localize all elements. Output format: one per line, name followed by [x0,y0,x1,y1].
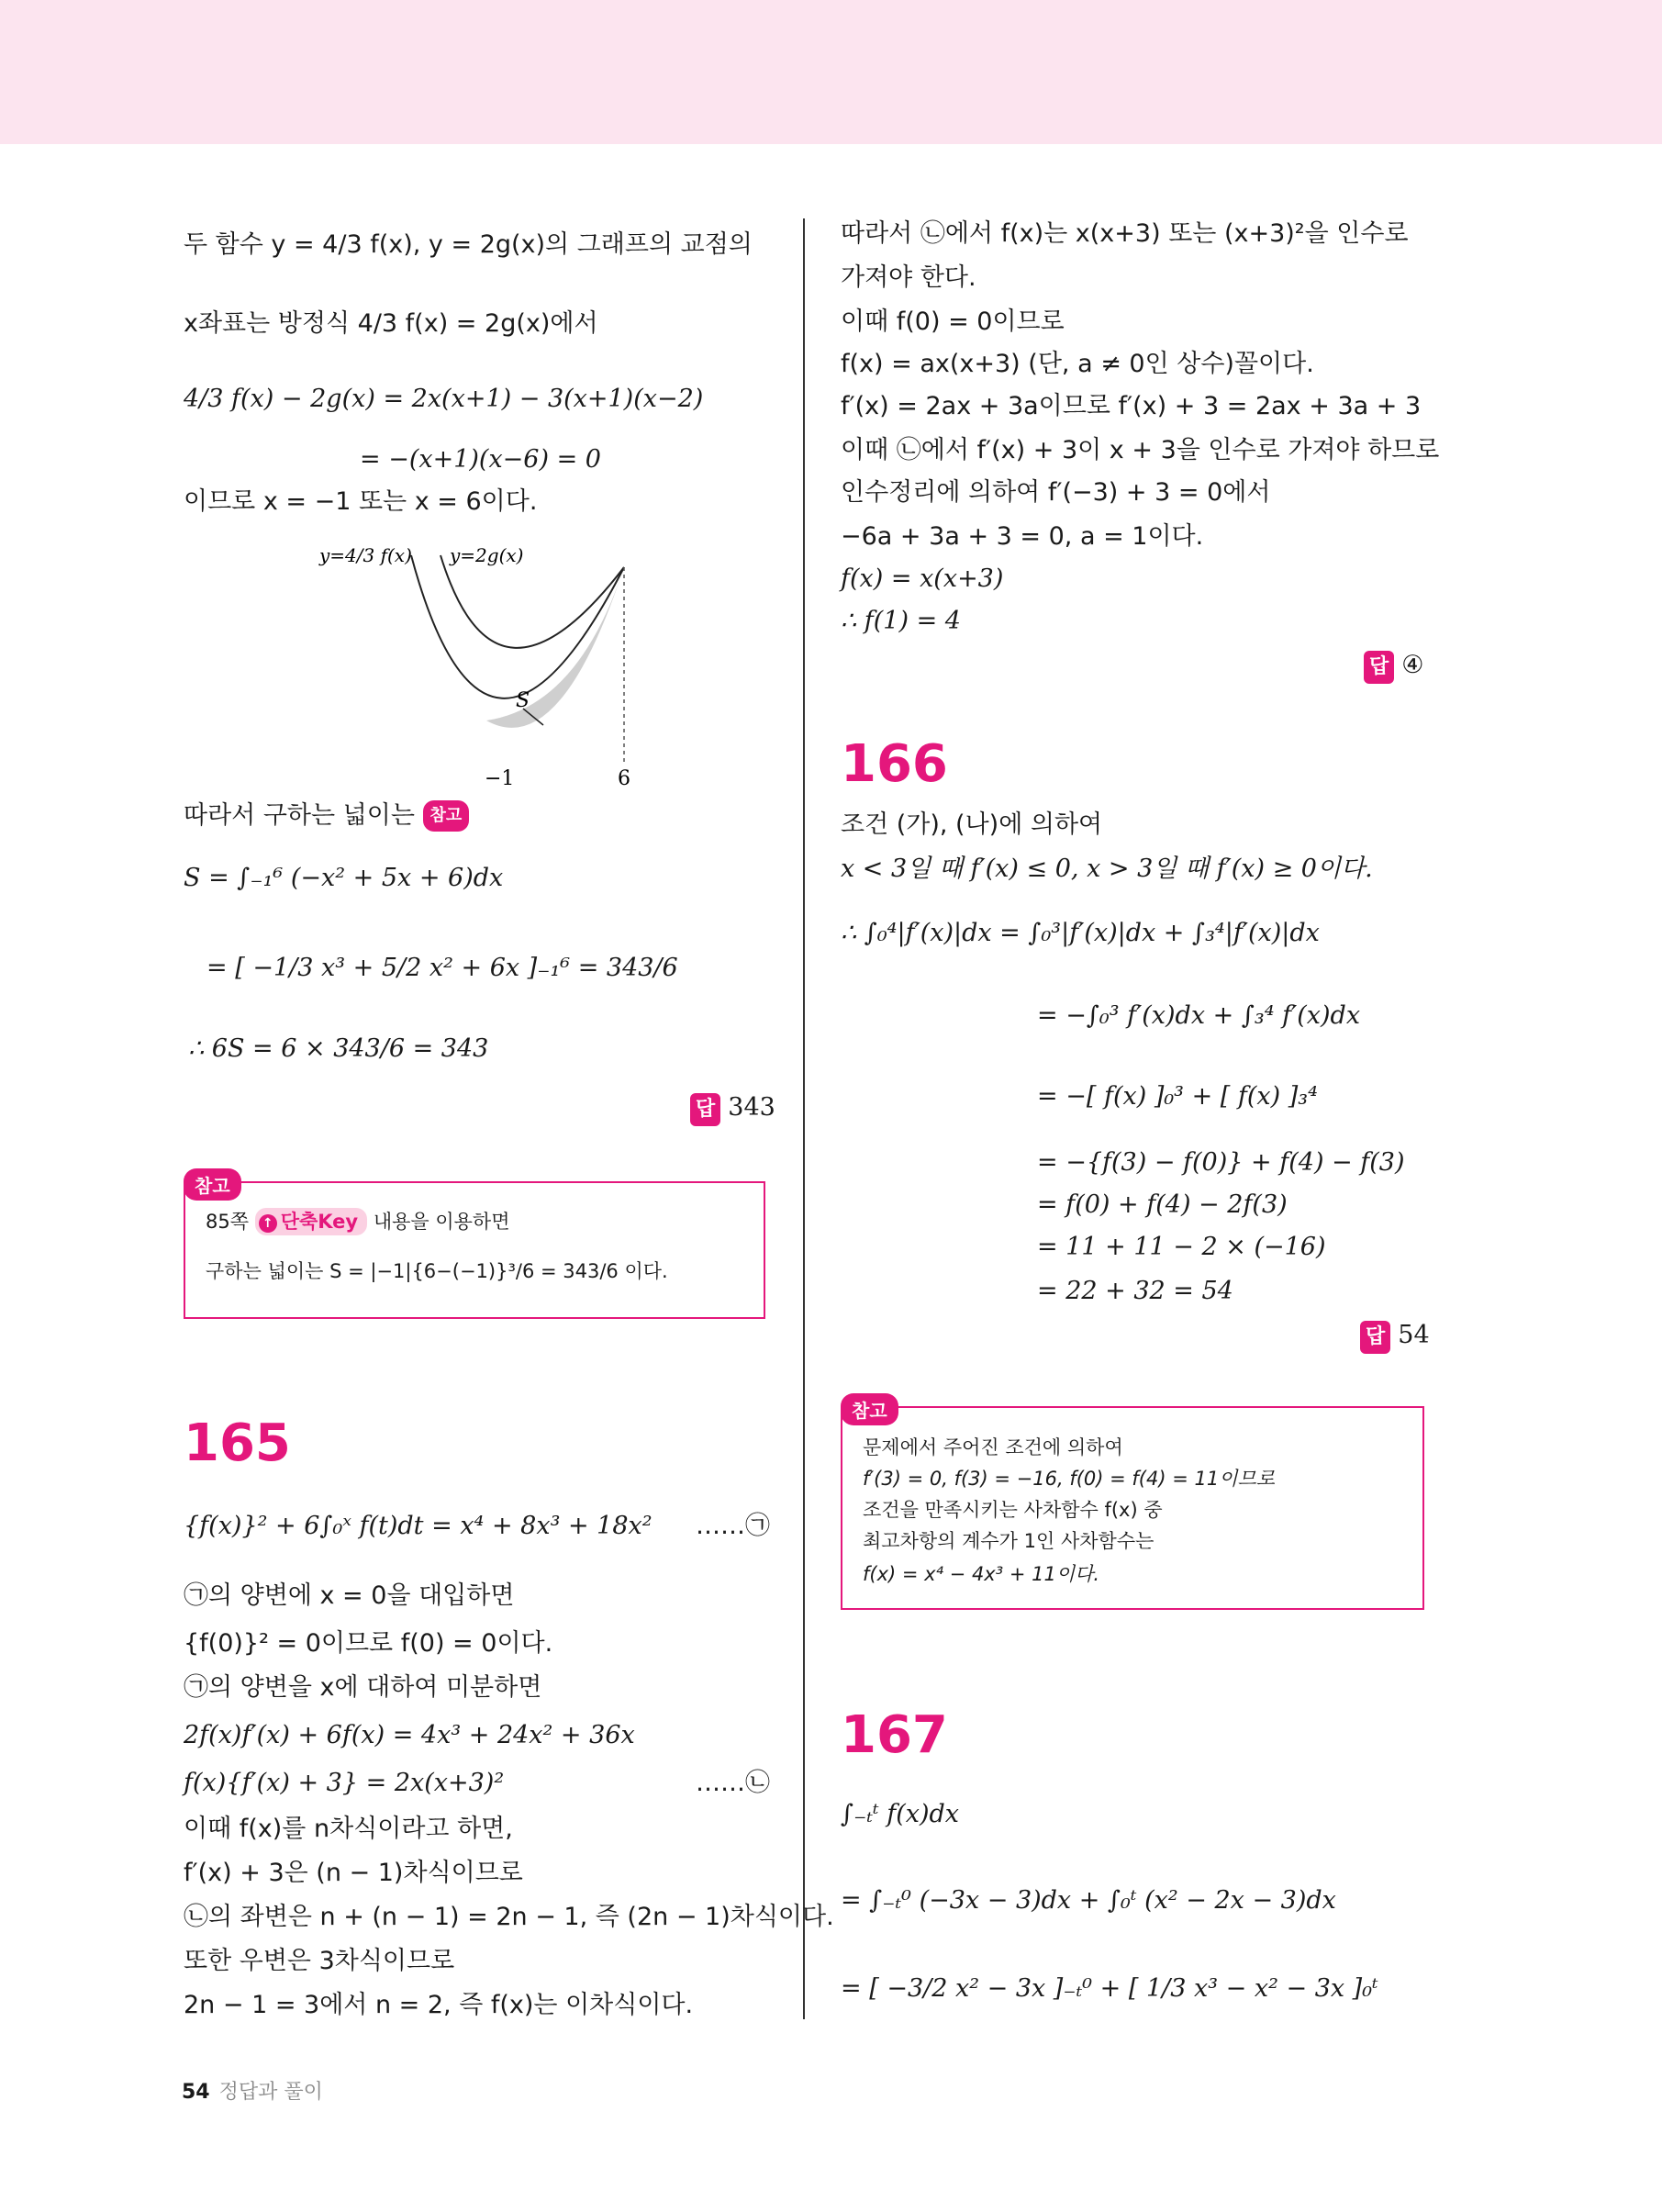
problem-number: 165 [184,1413,291,1473]
page-footer [182,2076,323,2105]
solution-line: = −{f(3) − f(0)} + f(4) − f(3) [1037,1148,1405,1177]
curve-f [411,555,624,698]
solution-line: {f(x)}² + 6∫₀ˣ f(t)dt = x⁴ + 8x³ + 18x² [184,1512,653,1540]
solution-line: 인수정리에 의하여 f′(−3) + 3 = 0에서 [841,478,1271,507]
reference-line: f′(3) = 0, f(3) = −16, f(0) = f(4) = 11이므로 [863,1468,1276,1490]
tick-6: 6 [618,767,630,790]
solution-line: = −∫₀³ f′(x)dx + ∫₃⁴ f′(x)dx [1037,1001,1361,1030]
solution-line: ∫₋ₜᵗ f(x)dx [841,1800,960,1828]
solution-line: f′(x) = 2ax + 3a이므로 f′(x) + 3 = 2ax + 3a + 3 [841,392,1422,420]
area-line: = [ −1/3 x³ + 5/2 x² + 6x ]₋₁⁶ = 343/6 [206,954,678,982]
solution-line: = 11 + 11 − 2 × (−16) [1037,1233,1326,1261]
solution-line: −6a + 3a + 3 = 0, a = 1이다. [841,522,1204,551]
reference-line: 최고차항의 계수가 1인 사차함수는 [863,1530,1154,1552]
solution-line: 이때 f(0) = 0이므로 [841,307,1065,336]
graph-label-s: S [516,689,530,712]
solution-line: f(x) = ax(x+3) (단, a ≠ 0인 상수)꼴이다. [841,350,1314,378]
solution-line: ㉡의 좌변은 n + (n − 1) = 2n − 1, 즉 (2n − 1)차식이다. [184,1903,834,1931]
solution-line: = 22 + 32 = 54 [1037,1277,1233,1305]
solution-line: ㉠의 양변에 x = 0을 대입하면 [184,1581,515,1610]
solution-line: 2f(x)f′(x) + 6f(x) = 4x³ + 24x² + 36x [184,1721,635,1749]
intro-line: = −(x+1)(x−6) = 0 [360,445,601,474]
solution-line: 이때 f(x)를 n차식이라고 하면, [184,1815,513,1843]
solution-line: x < 3일 때 f′(x) ≤ 0, x > 3일 때 f′(x) ≥ 0이다. [841,855,1373,883]
solution-line: f′(x) + 3은 (n − 1)차식이므로 [184,1859,523,1887]
answer-badge: 답 [690,1093,720,1126]
solution-line: 따라서 ㉡에서 f(x)는 x(x+3) 또는 (x+3)²을 인수로 [841,219,1409,248]
answer-166 [1360,1320,1430,1354]
reference-line: 조건을 만족시키는 사차함수 f(x) 중 [863,1499,1163,1521]
reference-box [184,1181,765,1319]
solution-line: = ∫₋ₜ⁰ (−3x − 3)dx + ∫₀ᵗ (x² − 2x − 3)dx [841,1886,1336,1915]
solution-line: = −[ f(x) ]₀³ + [ f(x) ]₃⁴ [1037,1082,1318,1111]
answer-value: 54 [1398,1321,1430,1349]
intro-line: 두 함수 y = 4/3 f(x), y = 2g(x)의 그래프의 교점의 [184,230,753,259]
note-chip: 참고 [423,800,470,832]
graph-label-g: y=2g(x) [450,544,524,566]
reference-tag: 참고 [841,1393,898,1425]
page-number: 54 [182,2081,210,2104]
answer-badge: 답 [1364,651,1394,684]
solution-line: = [ −3/2 x² − 3x ]₋ₜ⁰ + [ 1/3 x³ − x² − 3x ]₀ᵗ [841,1974,1378,2003]
solution-line: 가져야 한다. [841,263,976,292]
answer-badge: 답 [1360,1321,1390,1354]
solution-line: = f(0) + f(4) − 2f(3) [1037,1190,1288,1219]
area-line: ∴ 6S = 6 × 343/6 = 343 [188,1034,489,1063]
solution-line: 또한 우변은 3차식이므로 [184,1947,455,1975]
solution-line: 2n − 1 = 3에서 n = 2, 즉 f(x)는 이차식이다. [184,1991,694,2019]
answer-value: ④ [1401,651,1424,679]
answer-164 [690,1092,775,1126]
key-label: 단축Key [280,1211,359,1233]
solution-line: 이때 ㉡에서 f′(x) + 3이 x + 3을 인수로 가져야 하므로 [841,436,1440,464]
header-band [0,0,1662,144]
answer-value: 343 [728,1093,775,1122]
reference-line: 구하는 넓이는 S = |−1|{6−(−1)}³/6 = 343/6 이다. [206,1260,668,1282]
intro-line: 4/3 f(x) − 2g(x) = 2x(x+1) − 3(x+1)(x−2) [184,385,704,413]
solution-line: 조건 (가), (나)에 의하여 [841,810,1103,839]
footer-title: 정답과 풀이 [218,2081,323,2104]
problem-number: 167 [841,1705,948,1765]
reference-page: 85쪽 [206,1211,250,1233]
tick-neg1: −1 [485,767,515,790]
solution-line: f(x){f′(x) + 3} = 2x(x+3)² [184,1769,505,1797]
reference-line: 문제에서 주어진 조건에 의하여 [863,1436,1123,1458]
solution-line: {f(0)}² = 0이므로 f(0) = 0이다. [184,1629,553,1658]
graph-label-f: y=4/3 f(x) [319,544,412,566]
intro-line: 이므로 x = −1 또는 x = 6이다. [184,487,538,516]
answer-165 [1364,650,1423,684]
solution-line: ∴ f(1) = 4 [841,607,961,635]
reference-tag: 참고 [184,1168,241,1201]
reference-line: f(x) = x⁴ − 4x³ + 11이다. [863,1563,1100,1585]
area-intro-text: 따라서 구하는 넓이는 [184,801,415,830]
parabola-graph [303,532,652,799]
area-intro [184,800,469,832]
reference-line [206,1208,510,1235]
column-divider [803,218,805,2019]
key-icon: ↑ [259,1214,277,1233]
solution-line: f(x) = x(x+3) [841,564,1004,593]
shortcut-key-chip [255,1208,367,1235]
reference-suffix: 내용을 이용하면 [373,1211,510,1233]
equation-marker: ……㉡ [696,1769,770,1797]
solution-line: ㉠의 양변을 x에 대하여 미분하면 [184,1673,542,1702]
area-line: S = ∫₋₁⁶ (−x² + 5x + 6)dx [184,864,504,892]
equation-marker: ……㉠ [696,1512,770,1540]
intro-line: x좌표는 방정식 4/3 f(x) = 2g(x)에서 [184,309,598,338]
problem-number: 166 [841,734,948,794]
solution-line: ∴ ∫₀⁴|f′(x)|dx = ∫₀³|f′(x)|dx + ∫₃⁴|f′(x)|dx [841,919,1320,947]
